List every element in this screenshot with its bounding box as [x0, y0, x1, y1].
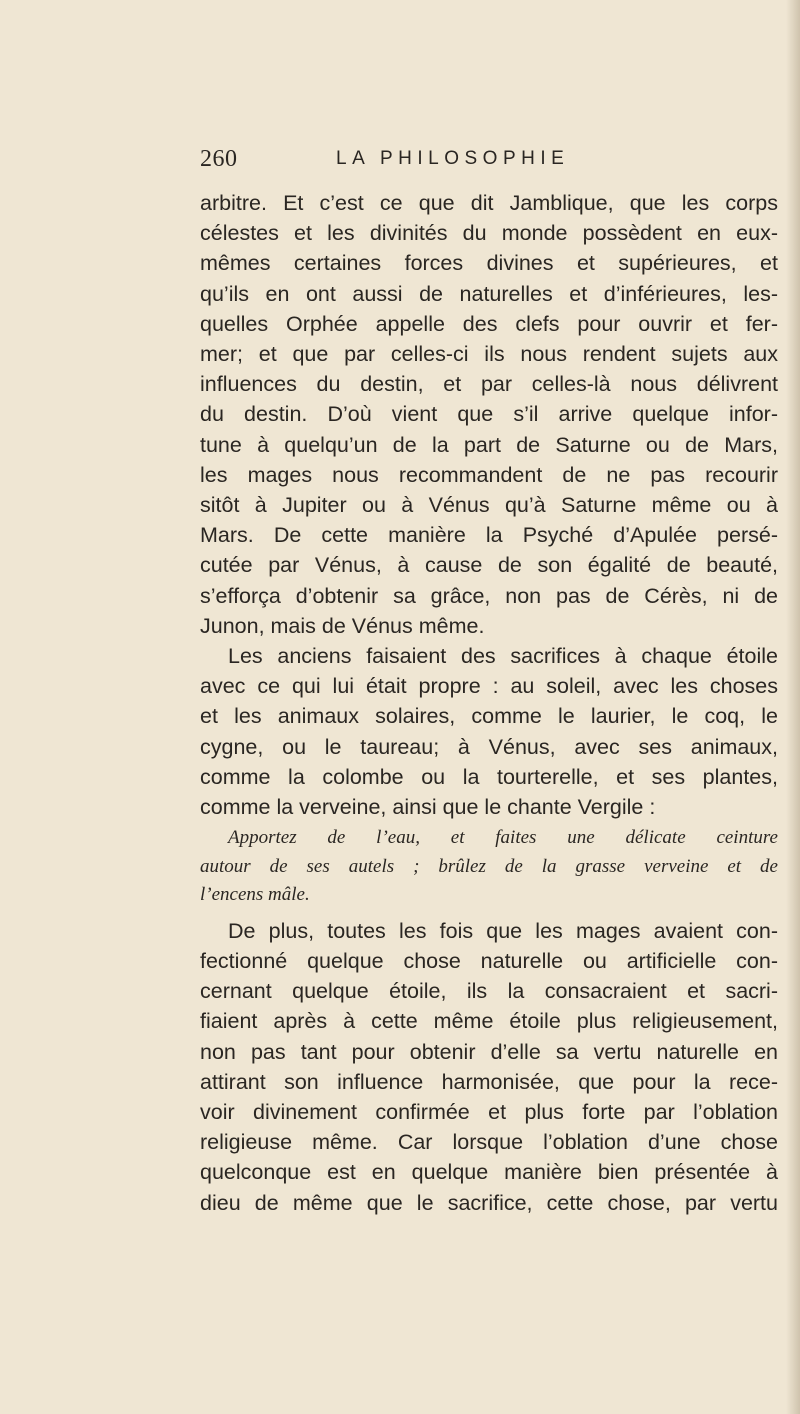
text-line: fiaient après à cette même étoile plus religieusement, [200, 1009, 778, 1034]
text-line: Junon, mais de Vénus même. [200, 613, 485, 638]
text-line: Les anciens faisaient des sacrifices à chaque étoile [228, 644, 778, 669]
text-line: cygne, ou le taureau; à Vénus, avec ses animaux, [200, 734, 778, 759]
text-line: mer; et que par celles-ci ils nous rendent sujets aux [200, 342, 778, 367]
quote-line: l’encens mâle. [200, 884, 310, 906]
text-line: et les animaux solaires, comme le laurier, le coq, le [200, 704, 778, 729]
text-line: s’efforça d’obtenir sa grâce, non pas de Cérès, ni de [200, 583, 778, 608]
text-line: attirant son influence harmonisée, que pour la rece- [200, 1069, 778, 1094]
text-line: comme la colombe ou la tourterelle, et ses plantes, [200, 764, 778, 789]
text-line: tune à quelqu’un de la part de Saturne ou de Mars, [200, 432, 778, 457]
page-header [200, 146, 760, 178]
text-line: dieu de même que le sacrifice, cette chose, par vertu [200, 1190, 778, 1215]
text-line: célestes et les divinités du monde possèdent en eux- [200, 221, 778, 246]
text-line: influences du destin, et par celles-là nous délivrent [200, 372, 778, 397]
text-line: cernant quelque étoile, ils la consacraient et sacri- [200, 979, 778, 1004]
quote-line: Apportez de l’eau, et faites une délicate ceinture [228, 827, 778, 849]
text-line: quelles Orphée appelle des clefs pour ouvrir et fer- [200, 311, 778, 336]
text-line: mêmes certaines forces divines et supérieures, et [200, 251, 778, 276]
paragraph-1 [200, 188, 778, 641]
running-head: LA PHILOSOPHIE [336, 148, 570, 169]
text-line: cutée par Vénus, à cause de son égalité de beauté, [200, 553, 778, 578]
paragraph-3 [200, 916, 778, 1218]
quote-line: autour de ses autels ; brûlez de la grasse verveine et de [200, 855, 778, 877]
text-line: fectionné quelque chose naturelle ou artificielle con- [200, 948, 778, 973]
text-line: arbitre. Et c’est ce que dit Jamblique, que les corps [200, 191, 778, 215]
text-line: quelconque est en quelque manière bien présentée à [200, 1160, 778, 1185]
text-line: comme la verveine, ainsi que le chante Vergile : [200, 795, 656, 820]
text-line: non pas tant pour obtenir d’elle sa vertu naturelle en [200, 1039, 778, 1064]
text-line: sitôt à Jupiter ou à Vénus qu’à Saturne même ou à [200, 493, 778, 518]
paragraph-2 [200, 641, 778, 822]
page-edge-shadow [786, 0, 800, 1414]
text-line: du destin. D’où vient que s’il arrive quelque infor- [200, 402, 778, 427]
text-line: voir divinement confirmée et plus forte par l’oblation [200, 1099, 778, 1124]
text-line: qu’ils en ont aussi de naturelles et d’inférieures, les- [200, 281, 778, 306]
page-number: 260 [200, 146, 238, 172]
text-line: De plus, toutes les fois que les mages avaient con- [228, 918, 778, 943]
text-line: les mages nous recommandent de ne pas recourir [200, 462, 778, 487]
text-line: religieuse même. Car lorsque l’oblation d’une chose [200, 1130, 778, 1155]
text-line: avec ce qui lui était propre : au soleil, avec les choses [200, 674, 778, 699]
body-text [200, 188, 778, 1218]
verse-quote [200, 824, 778, 910]
text-line: Mars. De cette manière la Psyché d’Apulée persé- [200, 523, 778, 548]
